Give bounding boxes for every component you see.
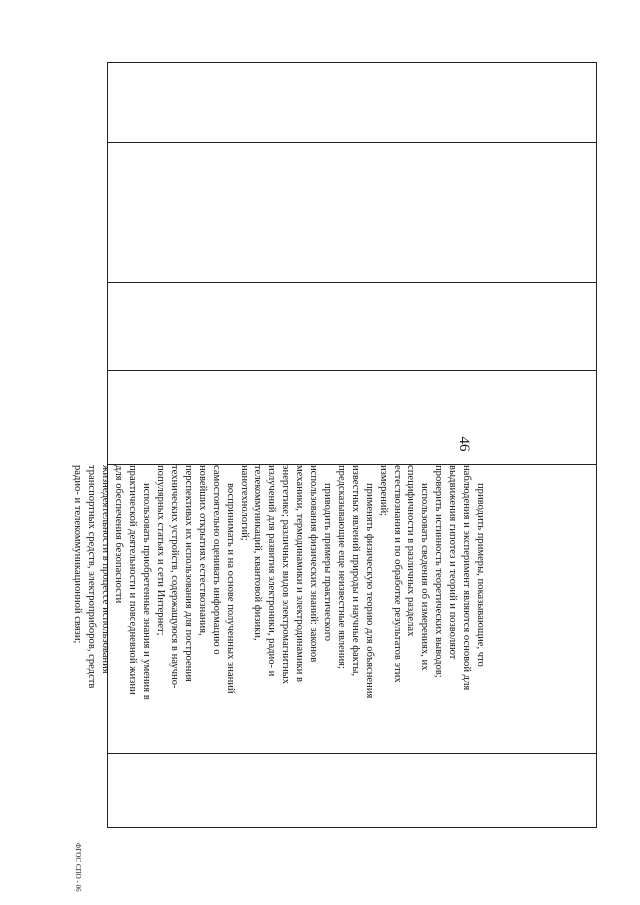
text-line: специфичности в различных разделах: [405, 465, 417, 637]
table-row-divider: [108, 282, 596, 283]
text-line: механики, термодинамики и электродинамики в: [294, 465, 306, 682]
text-line: предсказывающие еще неизвестные явления;: [335, 465, 347, 669]
text-line: энергетике; различных видов электромагнитных: [280, 465, 292, 685]
text-line: наблюдения и эксперимент являются основой для: [461, 465, 473, 691]
text-line: приводить примеры, показывающие, что: [475, 483, 486, 667]
text-line: нанотехнологий;: [238, 465, 250, 541]
text-line: использовать сведения об измерениях, их: [419, 483, 431, 671]
text-line: проверить истинность теоретических выводов;: [433, 465, 445, 678]
requirements-text: [70, 465, 487, 753]
text-line: перспективах их использования для построения: [182, 465, 194, 682]
text-line: телекоммуникаций, квантовой физики,: [252, 465, 264, 641]
requirements-cell: [71, 465, 487, 753]
text-line: применять физическую теорию для объяснения: [363, 483, 375, 699]
table-row-divider: [108, 142, 596, 143]
text-line: практической деятельности и повседневной жизни: [127, 465, 139, 695]
table-row-divider: [108, 370, 596, 371]
text-line: воспринимать и на основе полученных знаний: [224, 483, 236, 694]
text-line: использовать приобретенные знания и умения в: [141, 483, 153, 700]
text-line: радио- и телекоммуникационной связи;: [71, 465, 83, 644]
text-line: транспортных средств, электроприборов, средств: [85, 465, 97, 689]
text-line: известных явлений природы и научные факты,: [349, 465, 361, 677]
footer-code: ФГОС СПО - 06: [74, 843, 82, 892]
table-row-divider: [108, 753, 596, 754]
text-line: жизнедеятельности в процессе использования: [99, 465, 111, 674]
text-line: использования физических знаний: законов: [308, 465, 320, 663]
text-line: измерений;: [377, 465, 389, 517]
text-line: популярных статьях и сети Интернет;: [155, 465, 167, 636]
text-line: технических устройств, содержащуюся в научно-: [169, 465, 181, 689]
text-line: естествознания и по обработке результатов этих: [391, 465, 403, 683]
text-line: излучений для развития электроники, радио- и: [266, 465, 278, 677]
text-line: выдвижения гипотез и теорий и позволяют: [447, 465, 459, 660]
page-number: 46: [456, 436, 472, 452]
text-line: самостоятельно оценивать информацию о: [210, 465, 222, 655]
text-line: для обеспечения безопасности: [113, 465, 125, 604]
text-line: приводить примеры практического: [322, 483, 334, 642]
text-line: новейших открытиях естествознания,: [196, 465, 208, 636]
